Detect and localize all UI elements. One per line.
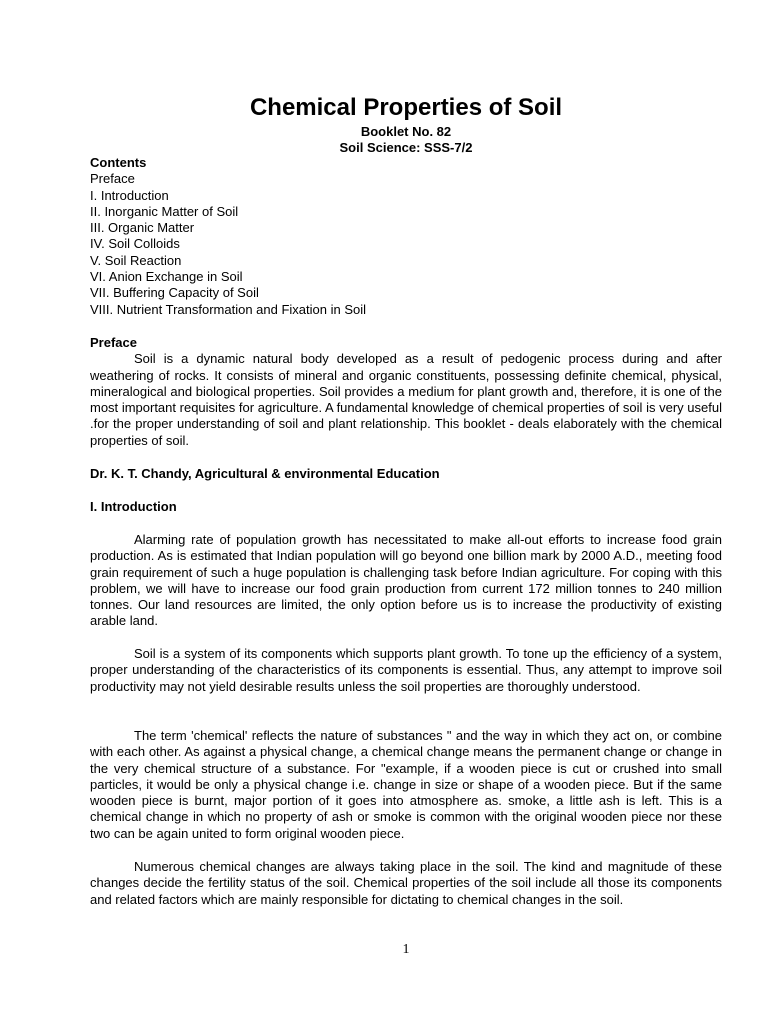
contents-section bbox=[90, 155, 722, 318]
introduction-heading-block bbox=[90, 499, 722, 515]
author-line-block bbox=[90, 466, 722, 482]
contents-item: V. Soil Reaction bbox=[90, 252, 182, 268]
contents-item: III. Organic Matter bbox=[90, 220, 195, 236]
introduction-paragraph-2-block bbox=[90, 646, 722, 695]
series-label: Soil Science: SSS-7/2 bbox=[339, 140, 473, 155]
contents-item: VIII. Nutrient Transformation and Fixation in Soil bbox=[90, 301, 367, 317]
contents-item: II. Inorganic Matter of Soil bbox=[90, 203, 239, 219]
contents-item: IV. Soil Colloids bbox=[90, 236, 180, 252]
introduction-paragraph-4-block bbox=[90, 859, 722, 908]
preface-heading: Preface bbox=[90, 335, 137, 350]
contents-item: I. Introduction bbox=[90, 187, 169, 203]
booklet-number: Booklet No. 82 bbox=[360, 124, 452, 139]
contents-item: Preface bbox=[90, 171, 135, 187]
contents-heading: Contents bbox=[90, 155, 147, 170]
preface-section bbox=[90, 335, 722, 449]
title-block bbox=[0, 92, 768, 156]
introduction-paragraph-1-block bbox=[90, 532, 722, 630]
introduction-paragraph: Soil is a system of its components which supports plant growth. To tone up the efficiency of a system, proper understanding of the characteristics of its components is essential. Thus, any attempt to improve soil productivity may not yield desirable results unless the soil properties are thoroughly understood. bbox=[90, 646, 722, 694]
introduction-paragraph: Alarming rate of population growth has necessitated to make all-out efforts to increase food grain production. As is estimated that Indian population will go beyond one billion mark by 2000 A.D., meeting food grain requirement of such a huge population is challenging task before Indian agriculture. For coping with this problem, we will have to increase our food grain production from current 172 million tonnes to 240 million tonnes. Our land resources are limited, the only option before us is to increase the productivity of existing arable land. bbox=[90, 532, 722, 629]
contents-item: VII. Buffering Capacity of Soil bbox=[90, 285, 259, 301]
contents-list bbox=[90, 171, 722, 318]
introduction-paragraph-3-block bbox=[90, 728, 722, 842]
contents-item: VI. Anion Exchange in Soil bbox=[90, 269, 243, 285]
document-title: Chemical Properties of Soil bbox=[249, 94, 563, 121]
introduction-paragraph: Numerous chemical changes are always taking place in the soil. The kind and magnitude of these changes decide the fertility status of the soil. Chemical properties of the soil include all those its components and related factors which are mainly responsible for dictating to chemical changes in the soil. bbox=[90, 859, 722, 907]
author-line: Dr. K. T. Chandy, Agricultural & environmental Education bbox=[90, 466, 440, 481]
introduction-paragraph: The term 'chemical' reflects the nature of substances " and the way in which they act on, or combine with each other. As against a physical change, a chemical change means the permanent change or change in the very chemical structure of a substance. For "example, if a wooden piece is cut or crushed into small particles, it would be only a physical change i.e. change in size or shape of a wooden piece. But if the same wooden piece is burnt, major portion of it goes into atmosphere as. smoke, a little ash is left. This is a chemical change in which no property of ash or smoke is common with the original wooden piece nor these two can be again united to form original wooden piece. bbox=[90, 728, 722, 841]
introduction-heading: I. Introduction bbox=[90, 499, 177, 514]
preface-paragraph: Soil is a dynamic natural body developed as a result of pedogenic process during and after weathering of rocks. It consists of mineral and organic constituents, possessing definite chemical, physical, mineralogical and biological properties. Soil provides a medium for plant growth and, therefore, it is one of the most important requisites for agriculture. A fundamental knowledge of chemical properties of soil is very useful .for the proper understanding of soil and plant relationship. This booklet - deals elaborately with the chemical properties of soil. bbox=[90, 351, 722, 448]
page-number: 1 bbox=[402, 942, 410, 957]
